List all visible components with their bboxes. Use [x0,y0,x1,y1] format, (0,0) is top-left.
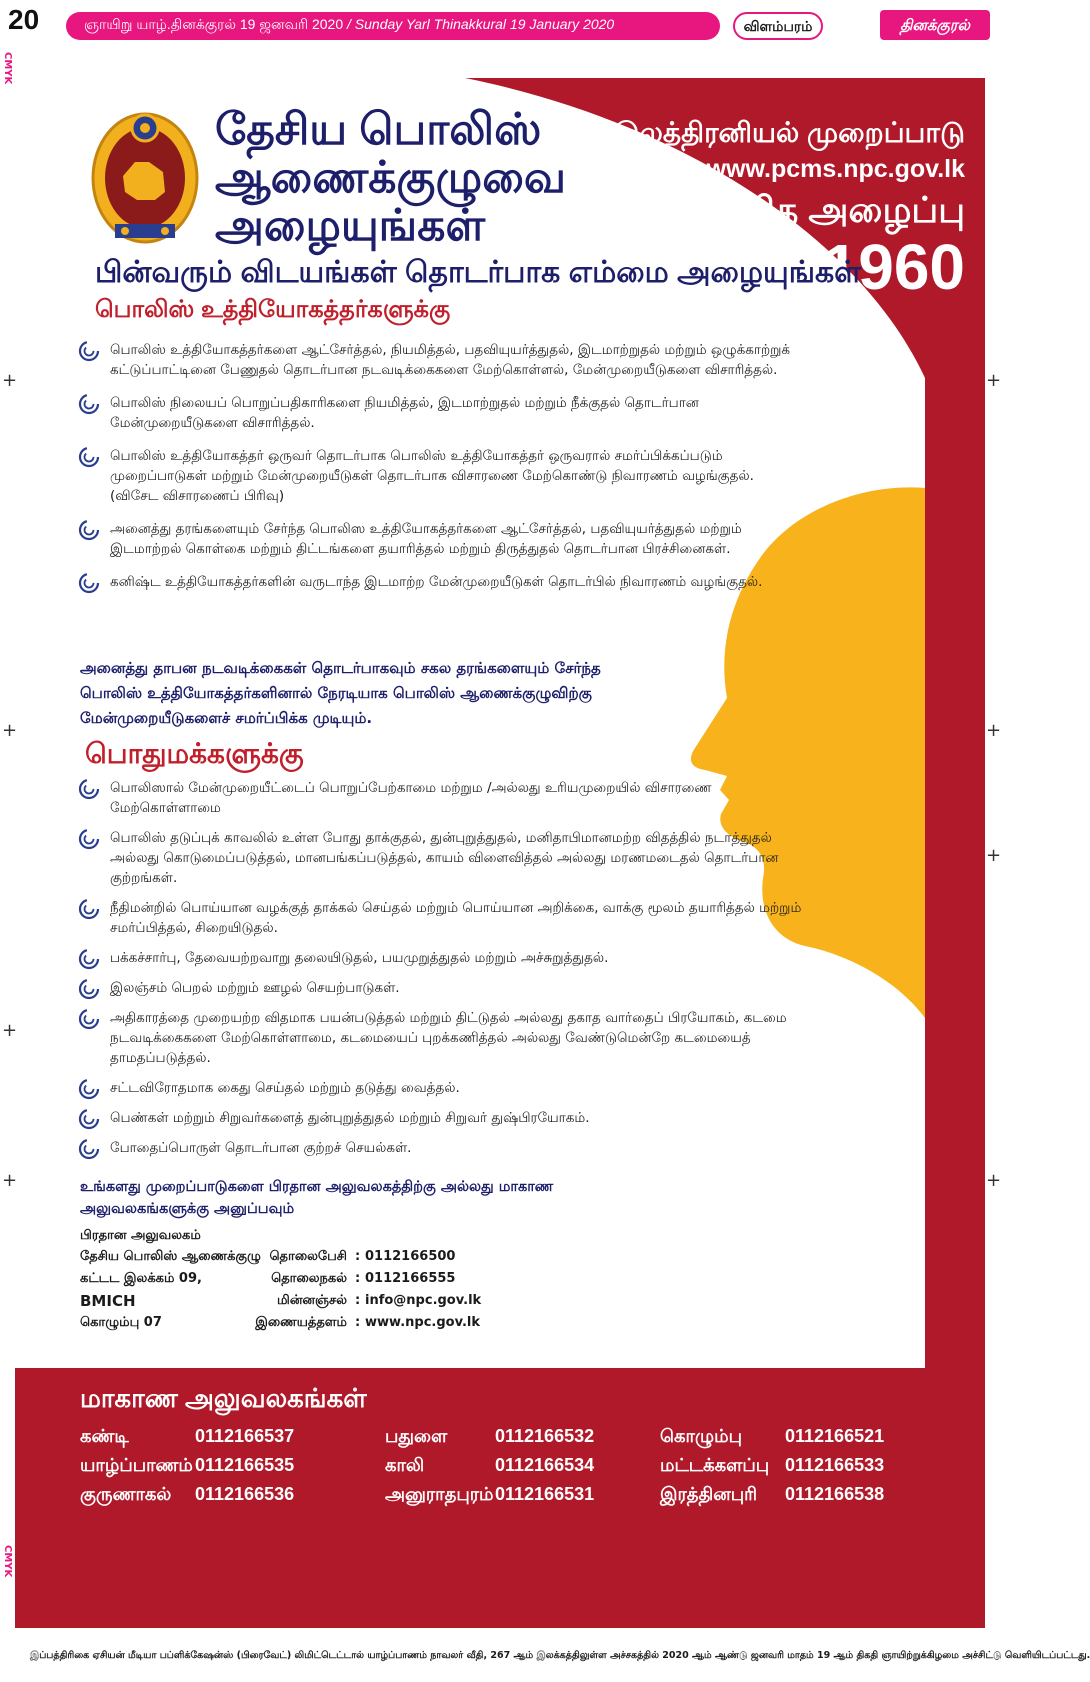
list-item-text: பொலிஸ் உத்தியோகத்தர்களை ஆட்சேர்த்தல், நியமித்தல், பதவியுயர்த்துதல், இடமாற்றுதல் மற்றும் ஒழுக்காற்றுக் கட்டுப்பாட்டினை பேணுதல் தொடர்பான நடவடிக்கைகளை மேற்கொள்ளல், மேன்முறையீடுகளை விசாரித்தல். [110,342,791,378]
public-items [78,778,803,1168]
registration-mark: + [986,845,1002,866]
office-phone: 0112166534 [495,1455,595,1475]
page-number: 20 [8,4,40,35]
cmyk-mark: CMYK [2,1545,13,1578]
list-item [78,948,803,968]
police-officer-items [78,340,803,605]
swirl-bullet-icon [78,978,100,1000]
list-item-text: பொலிஸால் மேன்முறையீட்டைப் பொறுப்பேற்காமை மற்றும /அல்லது உரியமுறையில் விசாரணை மேற்கொள்ளாமை [110,780,712,816]
section-label: விளம்பரம் [733,12,823,40]
office-phone: 0112166533 [785,1455,885,1475]
office-phone: 0112166536 [195,1484,295,1504]
list-item-text: பொலிஸ் நிலையப் பொறுப்பதிகாரிகளை நியமித்தல், இடமாற்றுதல் மற்றும் நீக்குதல் தொடர்பான மேன்முறையீடுகளை விசாரித்தல். [110,395,699,431]
advertisement [15,78,985,1628]
swirl-bullet-icon [78,1108,100,1130]
office-name: கண்டி [80,1426,129,1446]
page-header [0,0,1000,44]
head-office-address-line: BMICH [80,1292,136,1310]
contact-label: தொலைநகல் [271,1271,347,1286]
ad-title-line: ஆணைக்குழுவை [215,153,567,202]
list-item-text: சட்டவிரோதமாக கைது செய்தல் மற்றும் தடுத்து வைத்தல். [110,1080,460,1096]
office-phone: 0112166531 [495,1484,595,1504]
list-item [78,446,803,506]
office-name: பதுளை [385,1426,448,1446]
website-value[interactable]: www.npc.gov.lk [365,1315,481,1330]
list-item [78,393,803,433]
page-footer [0,1640,1090,1682]
office-phone: 0112166532 [495,1426,595,1446]
office-name: கொழும்பு [660,1426,743,1446]
office-name: காலி [385,1455,425,1475]
email-value[interactable]: info@npc.gov.lk [365,1293,482,1308]
header-date-tamil: ஞாயிறு யாழ்.தினக்குரல் 19 ஜனவரி 2020 [84,16,344,32]
contact-label: தொலைபேசி [269,1249,347,1264]
head-office-address-line: கொழும்பு 07 [80,1315,162,1330]
provincial-offices-title: மாகாண அலுவலகங்கள் [80,1383,367,1413]
section-heading-public: பொதுமக்களுக்கு [85,738,304,769]
list-item [78,1008,803,1068]
fax-value: 0112166555 [365,1271,456,1286]
list-item [78,978,803,998]
swirl-bullet-icon [78,572,100,594]
registration-mark: + [2,1170,18,1191]
contact-colon: : [355,1271,361,1286]
contact-label: இணையத்தளம் [255,1315,347,1330]
swirl-bullet-icon [78,340,100,362]
list-item [78,828,803,888]
head-office-address-line: தேசிய பொலிஸ் ஆணைக்குழு [80,1249,261,1264]
swirl-bullet-icon [78,948,100,970]
footer-imprint: இப்பத்திரிகை ஏசியன் மீடியா பப்ளிக்கேஷன்ஸ் (பிரைவேட்) லிமிட்டெட்டால் யாழ்ப்பாணம் நாவலர் வீதி, 267 ஆம் இலக்கத்திலுள்ள அச்சகத்தில் 2020 ஆம் ஆண்டு ஜனவரி மாதம் 19 ஆம் திகதி ஞாயிற்றுக்கிழமை அச்சிட்டு வெளியிடப்பட்டது. [30,1650,1090,1661]
contact-colon: : [355,1293,361,1308]
complaint-url[interactable]: www.pcms.npc.gov.lk [706,155,965,183]
list-item [78,572,803,592]
list-item-text: அனைத்து தரங்களையும் சேர்ந்த பொலிஸ உத்தியோகத்தர்களை ஆட்சேர்த்தல், பதவியுயர்த்துதல் மற்றும் இடமாற்றல் கொள்கை மற்றும் திட்டங்களை தயாரித்தல் மற்றும் திருத்துதல் தொடர்பான பிரச்சினைகள். [110,521,742,557]
notice-text: அனைத்து தாபன நடவடிக்கைகள் தொடர்பாகவும் சகல தரங்களையும் சேர்ந்த பொலிஸ் உத்தியோகத்தர்களினால் நேரடியாக பொலிஸ் ஆணைக்குழுவிற்கு மேன்முறையீடுகளைச் சமர்ப்பிக்க முடியும். [80,659,601,727]
phone-value: 0112166500 [365,1249,456,1264]
contact-label: மின்னஞ்சல் [277,1293,347,1308]
office-phone: 0112166537 [195,1426,295,1446]
send-complaints-note: உங்களது முறைப்பாடுகளை பிரதான அலுவலகத்திற்கு அல்லது மாகாண அலுவலகங்களுக்கு அனுப்பவும் [80,1179,554,1217]
header-date [84,16,614,35]
list-item-text: கனிஷ்ட உத்தியோகத்தர்களின் வருடாந்த இடமாற்ற மேன்முறையீடுகள் தொடர்பில் நிவாரணம் வழங்குதல். [110,574,763,590]
swirl-bullet-icon [78,1138,100,1160]
head-office-address-line: கட்டட இலக்கம் 09, [80,1271,202,1286]
swirl-bullet-icon [78,393,100,415]
list-item [78,340,803,380]
section-heading-police-officers: பொலிஸ் உத்தியோகத்தர்களுக்கு [95,296,451,323]
hotline-label: துரித அழைப்பு [717,189,965,230]
registration-mark: + [986,720,1002,741]
hotline-number: 1960 [822,231,965,303]
office-name: குருணாகல் [80,1484,172,1504]
list-item-text: போதைப்பொருள் தொடர்பான குற்றச் செயல்கள். [110,1140,412,1156]
ad-title-line: அழையுங்கள் [215,201,486,250]
list-item [78,1138,803,1158]
list-item-text: நீதிமன்றில் பொய்யான வழக்குத் தாக்கல் செய்தல் மற்றும் பொய்யான அறிக்கை, வாக்கு மூலம் தயாரித்தல் மற்றும் சமர்ப்பித்தல், சிறையிடுதல். [110,900,802,936]
list-item-text: பக்கச்சார்பு, தேவையற்றவாறு தலையிடுதல், பயமுறுத்துதல் மற்றும் அச்சுறுத்துதல். [110,950,609,966]
office-phone: 0112166521 [785,1426,885,1446]
head-office-title: பிரதான அலுவலகம் [80,1228,201,1243]
office-name: யாழ்ப்பாணம் [80,1455,193,1475]
swirl-bullet-icon [78,446,100,468]
list-item [78,1078,803,1098]
list-item [78,778,803,818]
contact-colon: : [355,1249,361,1264]
list-item-text: பெண்கள் மற்றும் சிறுவர்களைத் துன்புறுத்துதல் மற்றும் சிறுவர் துஷ்பிரயோகம். [110,1110,590,1126]
ad-subtitle: பின்வரும் விடயங்கள் தொடர்பாக எம்மை அழையுங்கள் [95,256,862,289]
emblem-icon [85,106,205,256]
newspaper-logo: தினக்குரல் [880,10,990,40]
swirl-bullet-icon [78,898,100,920]
electronic-complaint-label: இலத்திரனியல் முறைப்பாடு [612,117,965,148]
office-name: இரத்தினபுரி [660,1484,758,1504]
cmyk-mark: CMYK [2,52,13,85]
swirl-bullet-icon [78,519,100,541]
office-phone: 0112166535 [195,1455,295,1475]
header-date-english: / Sunday Yarl Thinakkural 19 January 2020 [347,16,615,32]
list-item [78,519,803,559]
swirl-bullet-icon [78,828,100,850]
list-item-text: அதிகாரத்தை முறையற்ற விதமாக பயன்படுத்தல் மற்றும் திட்டுதல் அல்லது தகாத வார்தைப் பிரயோகம், கடமை நடவடிக்கைகளை மேற்கொள்ளாமை, கடமையைப் புறக்கணித்தல் அல்லது வேண்டுமென்றே கடமையைத் தாமதப்படுத்தல். [110,1010,787,1066]
registration-mark: + [2,370,18,391]
list-item-text: இலஞ்சம் பெறல் மற்றும் ஊழல் செயற்பாடுகள். [110,980,400,996]
list-item [78,1108,803,1128]
list-item-text: பொலிஸ் உத்தியோகத்தர் ஒருவர் தொடர்பாக பொலிஸ் உத்தியோகத்தர் ஒருவரால் சமர்ப்பிக்கப்படும் முறைப்பாடுகள் மற்றும் மேன்முறையீடுகள் தொடர்பாக விசாரணை மேற்கொண்டு நிவாரணம் வழங்குதல். (விசேட விசாரணைப் பிரிவு) [110,448,754,504]
swirl-bullet-icon [78,778,100,800]
swirl-bullet-icon [78,1008,100,1030]
registration-mark: + [986,370,1002,391]
list-item-text: பொலிஸ் தடுப்புக் காவலில் உள்ள போது தாக்குதல், துன்புறுத்துதல், மனிதாபிமானமற்ற விதத்தில் நடாத்துதல் அல்லது கொடுமைப்படுத்தல், மானபங்கப்படுத்தல், காயம் விளைவித்தல் அல்லது மரணமடைதல் தொடர்பான குற்றங்கள். [110,830,779,886]
contact-colon: : [355,1315,361,1330]
ad-title [215,106,566,250]
office-name: மட்டக்களப்பு [660,1455,770,1475]
ad-title-line: தேசிய பொலிஸ் [215,105,542,154]
swirl-bullet-icon [78,1078,100,1100]
registration-mark: + [2,1020,18,1041]
registration-mark: + [986,1170,1002,1191]
registration-mark: + [2,720,18,741]
office-phone: 0112166538 [785,1484,885,1504]
list-item [78,898,803,938]
office-name: அனுராதபுரம் [385,1484,494,1504]
